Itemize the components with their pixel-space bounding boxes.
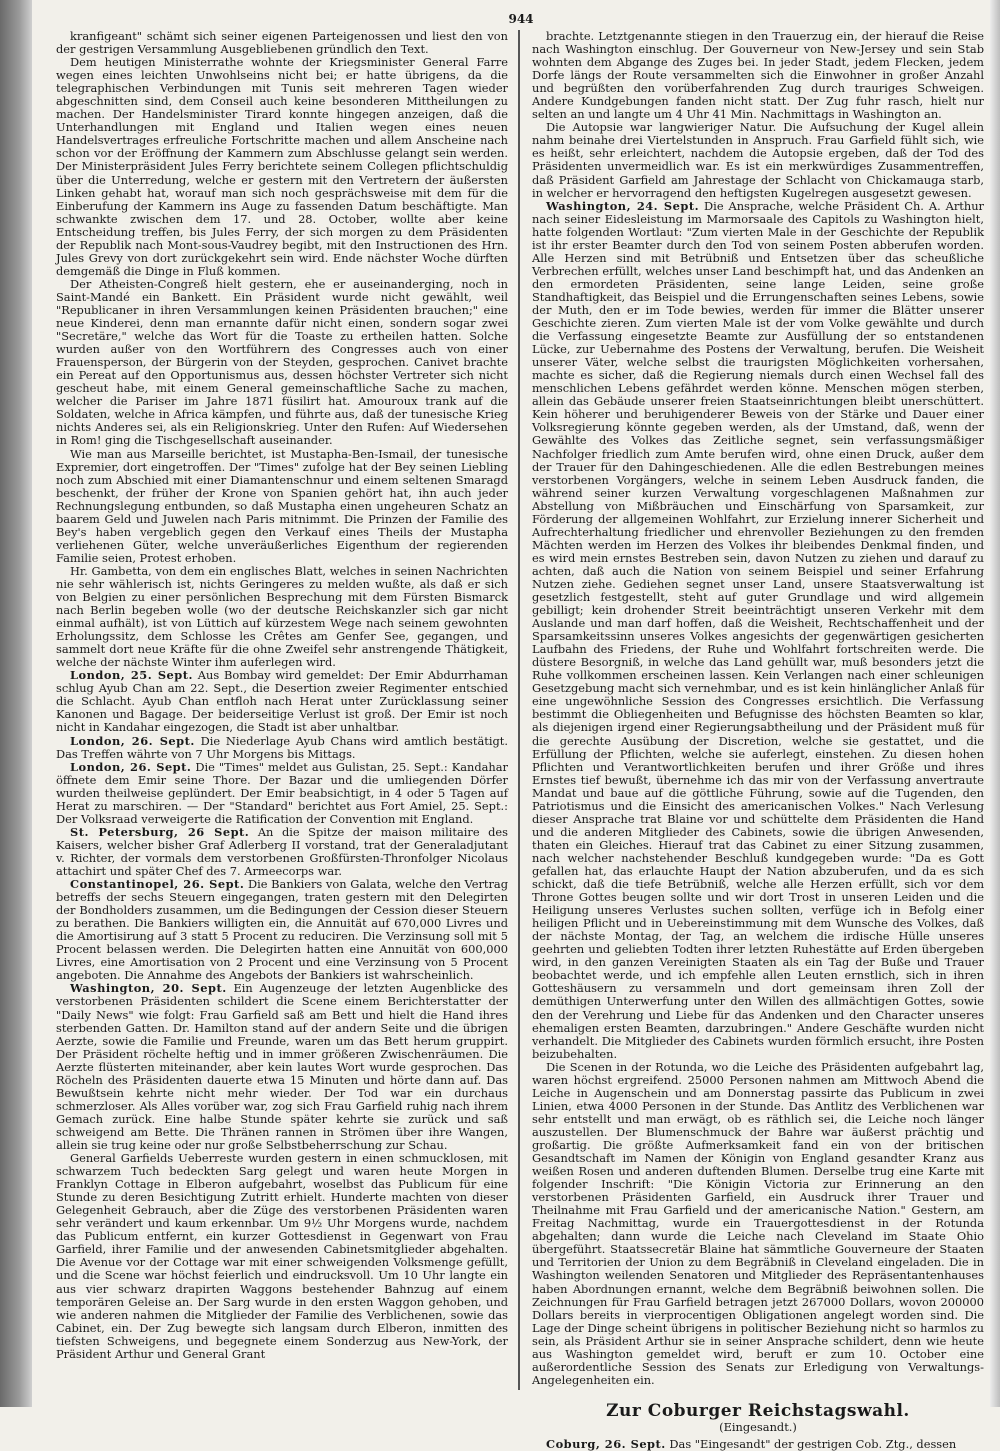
left-column: [56, 30, 508, 1398]
newspaper-page: [56, 12, 986, 1451]
dateline: Washington, 24. Sept.: [546, 198, 700, 213]
scan-shadow-left: [0, 0, 32, 1407]
right-column: [532, 29, 984, 1451]
paragraph-text: Das "Eingesandt" der gestrigen Cob. Ztg., dessen: [669, 1436, 957, 1451]
paragraph-text: Die Autopsie war langwieriger Natur. Die Aufsuchung der Kugel allein nahm beinahe drei Viertelstunden in Anspruch. Frau Garfield fühlt sich, wie es heißt, sehr erleichtert, nachdem die Autopsie ergeben, daß der Tod des Präsidenten unvermeidlich war. Es ist ein merkwürdiges Zusammentreffen, daß Präsident Garfield am Jahrestage der Schlacht von Chickamauga starb, in welcher er hervorragend den heftigsten Kugelregen ausgesetzt gewesen.: [532, 120, 984, 200]
paragraph-text: Ein Augenzeuge der letzten Augenblicke des verstorbenen Präsidenten schildert die Scene einem Berichterstatter der "Daily News" wie folgt: Frau Garfield saß am Bett und hielt die Hand ihres sterbenden Gatten. Dr. Hamilton stand auf der andern Seite und die übrigen Aerzte, sowie die Familie und Freunde, waren um das Bett herum gruppirt. Der Präsident röchelte heftig und in immer größeren Zwischenräumen. Die Aerzte flüsterten miteinander, aber kein lautes Wort wurde gesprochen. Das Röcheln des Präsidenten dauerte etwa 15 Minuten und hörte dann auf. Das Bewußtsein kehrte nicht mehr wieder. Der Tod war ein durchaus schmerzloser. Als Alles vorüber war, zog sich Frau Garfield ruhig nach ihrem Gemach zurück. Eine halbe Stunde später kehrte sie zurück und saß schweigend am Bette. Die Thränen rannen in Strömen über ihre Wangen, allein sie trug keine oder nur große Selbstbeherrschung zur Schau.: [56, 981, 509, 1152]
paragraph-text: brachte. Letztgenannte stiegen in den Trauerzug ein, der hierauf die Reise nach Washington einschlug. Der Gouverneur von New-Jersey und sein Stab wohnten dem Abgange des Zuges bei. In jeder Stadt, jedem Flecken, jedem Dorfe längs der Route versammelten sich die Einwohner in großer Anzahl und begrüßten den vorüberfahrenden Zug durch trauriges Schweigen. Andere Kundgebungen fanden nicht statt. Der Zug fuhr rasch, hielt nur selten an und langte um 4 Uhr 41 Min. Nachmittags in Washington an.: [532, 29, 984, 122]
article-paragraph: [56, 761, 508, 826]
paragraph-text: An die Spitze der maison militaire des Kaisers, welcher bisher Graf Adlerberg II vorstand, trat der Generaladjutant v. Richter, der vormals dem verstorbenen Großfürsten-Thronfolger Nicolaus attachirt und später Chef des 7. Armeecorps war.: [56, 824, 508, 878]
article-paragraph: [56, 1152, 508, 1361]
article-paragraph: [56, 448, 508, 565]
paragraph-text: Die Bankiers von Galata, welche den Vertrag betreffs der sechs Steuern eingegangen, traten gestern mit den Delegirten der Bondholders zusammen, um die Bedingungen der Cession dieser Steuern zu berathen. Die Bankiers willigten ein, die Annuität auf 670,000 Livres und die Amortisirung auf 3 statt 5 Procent zu reduciren. Die Verzinsung soll mit 5 Procent belassen werden. Die Delegirten hatten eine Annuität von 600,000 Livres, eine Amortisation von 2 Procent und eine Verzinsung von 5 Procent angeboten. Die Annahme des Angebots der Bankiers ist wahrscheinlich.: [56, 877, 508, 983]
dateline: London, 26. Sept.: [70, 759, 192, 774]
article-paragraph: [56, 826, 508, 878]
article-paragraph: [532, 1438, 984, 1451]
paragraph-text: Die Niederlage Ayub Chans wird amtlich bestätigt. Das Treffen währte von 7 Uhr Morgens bis Mittags.: [56, 733, 508, 761]
article-paragraph: [56, 56, 508, 278]
article-paragraph: [56, 565, 508, 669]
dateline: Washington, 20. Sept.: [70, 981, 227, 996]
page-number: 944: [508, 12, 534, 26]
article-paragraph: [56, 278, 508, 448]
paragraph-text: kranfigeant" schämt sich seiner eigenen Parteigenossen und liest den von der gestrigen Versammlung Ausgebliebenen gründlich den Text.: [56, 29, 508, 57]
article-paragraph: [56, 878, 508, 982]
section-title: Zur Coburger Reichstagswahl.: [606, 1400, 910, 1421]
section-subtitle: (Eingesandt.): [719, 1419, 797, 1434]
article-paragraph: [56, 30, 508, 56]
paragraph-text: Die Scenen in der Rotunda, wo die Leiche des Präsidenten aufgebahrt lag, waren höchst ergreifend. 25000 Personen nahmen am Mittwoch Abend die Leiche in Augenschein und am Donnerstag passirte das Publicum in zwei Linien, etwa 4000 Personen in der Stunde. Das Antlitz des Verblichenen war sehr entstellt und man erwägt, ob es räthlich sei, die Leiche noch länger auszustellen. Der Blumenschmuck der Bahre war äußerst prächtig und großartig. Die größte Aufmerksamkeit fand ein von der britischen Gesandtschaft im Namen der Königin von England gesandter Kranz aus weißen Rosen und anderen duftenden Blumen. Derselbe trug eine Karte mit folgender Inschrift: "Die Königin Victoria zur Erinnerung an den verstorbenen Präsidenten Garfield, ein Ausdruck ihrer Trauer und Theilnahme mit Frau Garfield und der americanische Nation." Gestern, am Freitag Nachmittag, wurde ein Trauergottesdienst in der Rotunda abgehalten; dann wurde die Leiche nach Cleveland im Staate Ohio übergeführt. Staatssecretär Blaine hat sämmtliche Gouverneure der Staaten und Territorien der Union zu dem Begräbniß in Cleveland eingeladen. Die in Washington weilenden Senatoren und Mitglieder des Repräsentantenhauses haben Abordnungen ernannt, welche dem Begräbniß beiwohnen sollen. Die Zeichnungen für Frau Garfield betragen jetzt 267000 Dollars, wovon 200000 Dollars bereits in vierprocentigen Obligationen angelegt worden sind. Die Lage der Dinge scheint übrigens in politischer Beziehung nicht so harmlos zu sein, als Präsident Arthur sie in seiner Ansprache schildert, denn wie heute aus Washington gemeldet wird, beruft er zum 10. October eine außerordentliche Session des Senats zur Erledigung von Verwaltungs-Angelegenheiten ein.: [532, 1059, 984, 1387]
article-paragraph: [532, 30, 984, 121]
article-paragraph: [532, 121, 984, 199]
article-paragraph: [56, 669, 508, 734]
article-paragraph: [532, 200, 984, 1061]
column-divider: [518, 30, 520, 1390]
scan-shadow-right: [990, 0, 1000, 1407]
paragraph-text: General Garfields Ueberreste wurden gestern in einen schmucklosen, mit schwarzem Tuch bedeckten Sarg gelegt und waren heute Morgen in Franklyn Cottage in Elberon aufgebahrt, woselbst das Publicum für eine Stunde zu deren Besichtigung Zutritt erhielt. Hunderte machten von dieser Gelegenheit Gebrauch, aber die Züge des verstorbenen Präsidenten waren sehr verändert und kaum erkennbar. Um 9½ Uhr Morgens wurde, nachdem das Publicum entfernt, ein kurzer Gottesdienst in Gegenwart von Frau Garfield, ihrer Familie und der anwesenden Cabinetsmitglieder abgehalten. Die Avenue vor der Cottage war mit einer schweigenden Volksmenge gefüllt, und die Scene war höchst feierlich und eindrucksvoll. Um 10 Uhr langte ein aus vier schwarz drapirten Waggons bestehender Bahnzug auf einem temporären Geleise an. Der Sarg wurde in den ersten Waggon gehoben, und wie anderen nahmen die Mitglieder der Familie des Verblichenen, sowie das Cabinet, ein. Der Zug bewegte sich langsam durch Elberon, inmitten des tiefsten Schweigens, und begegnete einem Sonderzug aus New-York, der Präsident Arthur und General Grant: [56, 1151, 508, 1361]
paragraph-text: Die "Times" meldet aus Gulistan, 25. Sept.: Kandahar öffnete dem Emir seine Thore. Der Bazar und die umliegenden Dörfer wurden theilweise geplündert. Der Emir beabsichtigt, in 4 oder 5 Tagen auf Herat zu marschiren. — Der "Standard" berichtet aus Fort Amiel, 25. Sept.: Der Volksraad verweigerte die Ratification der Convention mit England.: [56, 759, 509, 826]
paragraph-text: Aus Bombay wird gemeldet: Der Emir Abdurrhaman schlug Ayub Chan am 22. Sept., die Desertion zweier Regimenter entschied die Schlacht. Ayub Chan entfloh nach Herat unter Zurücklassung seiner Kanonen und Bagage. Der beiderseitige Verlust ist groß. Der Emir ist noch nicht in Kandahar eingezogen, die Stadt ist aber unhaltbar.: [56, 668, 508, 735]
dateline: Constantinopel, 26. Sept.: [70, 877, 245, 892]
paragraph-text: Wie man aus Marseille berichtet, ist Mustapha-Ben-Ismail, der tunesische Expremier, dort eingetroffen. Der "Times" zufolge hat der Bey seinen Liebling noch zum Abschied mit einer Diamantenschnur und einem seltenen Smaragd beschenkt, der früher der Krone von Spanien gehört hat, ihn auch jeder Rechnungslegung entbunden, so daß Mustapha einen ungeheuren Schatz an baarem Geld und Juwelen nach Paris mitnimmt. Die Prinzen der Familie des Bey's haben vergeblich gegen den Verkauf eines Theils der Mustapha verliehenen Güter, welche unveräußerliches Eigenthum der regierenden Familie seien, Protest erhoben.: [56, 446, 508, 565]
paragraph-text: Dem heutigen Ministerrathe wohnte der Kriegsminister General Farre wegen eines leichten Unwohlseins nicht bei; er hatte übrigens, da die telegraphischen Verbindungen mit Tunis seit mehreren Tagen wieder abgeschnitten sind, dem Conseil auch keine besonderen Mittheilungen zu machen. Der Handelsminister Tirard konnte hingegen anzeigen, daß die Unterhandlungen mit England und Italien wegen eines neuen Handelsvertrages erfreuliche Fortschritte machen und allem Anscheine nach schon vor der Eröffnung der Kammern zum Abschlusse gelangt sein werden. Der Ministerpräsident Jules Ferry berichtete seinem Collegen pflichtschuldig über die Unterredung, welche er gestern mit den Vertretern der äußersten Linken gehabt hat, worauf man sich noch gesprächsweise mit dem für die Einberufung der Kammern ins Auge zu fassenden Datum beschäftigte. Man schwankte zwischen dem 17. und 28. October, wollte aber keine Entscheidung treffen, bis Jules Ferry, der sich morgen zu dem Präsidenten der Republik nach Mont-sous-Vaudrey begibt, mit den Instructionen des Hrn. Jules Grevy von dort zurückgekehrt sein wird. Ende nächster Woche dürften demgemäß die Dinge in Fluß kommen.: [56, 55, 508, 278]
dateline: Coburg, 26. Sept.: [546, 1436, 666, 1451]
article-paragraph: [532, 1061, 984, 1387]
article-paragraph: [56, 735, 508, 761]
dateline: London, 26. Sept.: [70, 733, 195, 748]
dateline: London, 25. Sept.: [70, 668, 193, 683]
paragraph-text: Die Ansprache, welche Präsident Ch. A. Arthur nach seiner Eidesleistung im Marmorsaale des Capitols zu Washington hielt, hatte folgenden Wortlaut: "Zum vierten Male in der Geschichte der Republik ist ihr erster Beamter durch den Tod von seinem Posten abberufen worden. Alle Herzen sind mit Betrübniß und Entsetzen über das scheußliche Verbrechen erfüllt, welches unser Land beschimpft hat, und das Andenken an den ermordeten Präsidenten, seine lange Leiden, seine große Standhaftigkeit, das Beispiel und die Errungenschaften seines Lebens, sowie der Muth, den er im Tode bewies, werden für immer die Blätter unserer Geschichte zieren. Zum vierten Male ist der vom Volke gewählte und durch die Verfassung eingesetzte Beamte zur Ausfüllung der so entstandenen Lücke, zur Uebernahme des Postens der Verwaltung, berufen. Die Weisheit unserer Väter, welche selbst die traurigsten Möglichkeiten vorhersahen, machte es sicher, daß die Regierung niemals durch einen Wechsel fall des menschlichen Lebens gefährdet werden könne. Menschen mögen sterben, allein das Gebäude unserer freien Staatseinrichtungen bleibt unerschüttert. Kein höherer und beruhigenderer Beweis von der Stärke und Dauer einer Volksregierung könnte gegeben werden, als der Umstand, daß, wenn der Gewählte des Volkes das Zeitliche segnet, sein verfassungsmäßiger Nachfolger friedlich zum Amte berufen wird, ohne einen Druck, außer dem der Trauer für den Dahingeschiedenen. Alle die edlen Bestrebungen meines verstorbenen Vorgängers, welche in seinem Leben Ausdruck fanden, die während seiner kurzen Verwaltung vorgeschlagenen Maßnahmen zur Abstellung von Mißbräuchen und Einschärfung von Sparsamkeit, zur Förderung der allgemeinen Wohlfahrt, zur Erzielung innerer Sicherheit und Aufrechterhaltung friedlicher und ehrenvoller Beziehungen zu den fremden Mächten werden im Herzen des Volkes ihr bleibendes Denkmal finden, und es wird mein ernstes Bestreben sein, davon Nutzen zu ziehen und darauf zu achten, daß auch die Nation von seinem Beispiel und seiner Erfahrung Nutzen ziehe. Gediehen segnet unser Land, unsere Staatsverwaltung ist gesetzlich festgestellt, steht auf guter Grundlage und wird allgemein gebilligt; kein drohender Streit beeinträchtigt unseren Verkehr mit dem Auslande und man darf hoffen, daß die Weisheit, Rechtschaffenheit und der Sparsamkeitssinn unseres Volkes angesichts der gegenwärtigen gesicherten Laufbahn des Friedens, der Ruhe und Wohlfahrt fortschreiten werde. Die düstere Besorgniß, in welche das Land gehüllt war, muß besonders jetzt die Ruhe vollkommen erscheinen lassen. Kein Verlangen nach einer schleunigen Gesetzgebung macht sich vernehmbar, und es ist kein hinlänglicher Anlaß für eine ungewöhnliche Session des Congresses ersichtlich. Die Verfassung bestimmt die Obliegenheiten und Befugnisse des höchsten Beamten so klar, als diejenigen irgend einer Regierungsabtheilung und der Präsident muß für die gerechte Ausübung der Discretion, welche sie gestattet, und die Erfüllung der Pflichten, welche sie auferlegt, einstehen. Zu diesen hohen Pflichten und Verantwortlichkeiten berufen und ihrer Größe und ihres Ernstes tief bewußt, übernehme ich das mir von der Verfassung anvertraute Mandat und baue auf die göttliche Führung, sowie auf die Tugenden, den Patriotismus und die Einsicht des americanischen Volkes." Nach Verlesung dieser Ansprache trat Blaine vor und schüttelte dem Präsidenten die Hand und die anderen Mitglieder des Cabinets, sowie die übrigen Anwesenden, thaten ein Gleiches. Hierauf trat das Cabinet zu einer Sitzung zusammen, nach welcher nachstehender Beschluß kundgegeben wurde: "Da es Gott gefallen hat, das erlauchte Haupt der Nation abzuberufen, und da es sich schickt, daß die tiefe Betrübniß, welche alle Herzen erfüllt, sich vor dem Throne Gottes beugen sollte und wir dort Trost in unseren Leiden und die Heiligung unseres Verlustes suchen sollten, verfüge ich in Befolg einer heiligen Pflicht und in Uebereinstimmung mit dem Wunsche des Volkes, daß der nächste Montag, der Tag, an welchem die irdische Hülle unseres geehrten und geliebten Todten ihrer letzten Ruhestätte auf Erden übergeben wird, in den ganzen Vereinigten Staaten als ein Tag der Buße und Trauer beobachtet werde, und ich empfehle allen Leuten ernstlich, sich in ihren Gotteshäusern zu versammeln und dort gemeinsam ihren Zoll der demüthigen Unterwerfung unter den Willen des allmächtigen Gottes, sowie den der Verehrung und Liebe für das Andenken und den Character unseres ehemaligen ersten Beamten, darzubringen." Andere Geschäfte wurden nicht verhandelt. Die Mitglieder des Cabinets wurden förmlich ersucht, ihre Posten beizubehalten.: [532, 198, 984, 1061]
article-paragraph: [56, 982, 508, 1152]
paragraph-text: Der Atheisten-Congreß hielt gestern, ehe er auseinanderging, noch in Saint-Mandé ein Bankett. Ein Präsident wurde nicht gewählt, weil "Republicaner in ihren Versammlungen keinen Präsidenten brauchen;" eine neue Kinderei, denn man ernannte dafür nicht einen, sondern sogar zwei "Secretäre," welche das Wort für die Toaste zu ertheilen hatten. Solche wurden außer von den Wortführern des Congresses auch von einer Frauensperson, der Bürgerin von der Steyden, gesprochen. Canivet brachte ein Pereat auf den Opportunismus aus, dessen höchster Vertreter sich nicht gescheut habe, mit einem General gemeinschaftliche Sache zu machen, welcher die Pariser im Jahre 1871 füsilirt hat. Amouroux trank auf die Soldaten, welche in Africa kämpfen, und führte aus, daß der tunesische Krieg nichts Anderes sei, als ein Religionskrieg. Unter den Rufen: Auf Wiedersehen in Rom! ging die Tischgesellschaft auseinander.: [56, 276, 508, 448]
dateline: St. Petersburg, 26 Sept.: [70, 824, 250, 839]
paragraph-text: Hr. Gambetta, von dem ein englisches Blatt, welches in seinen Nachrichten nie sehr wählerisch ist, nichts Geringeres zu melden wußte, als daß er sich von Belgien zu einer persönlichen Besprechung mit dem Fürsten Bismarck nach Berlin begeben wolle (wo der deutsche Reichskanzler sich gar nicht einmal aufhält), ist von Lüttich auf kürzestem Wege nach seinem gewohnten Erholungssitz, dem Schlosse les Crêtes am Genfer See, gegangen, und sammelt dort neue Kräfte für die ohne Zweifel sehr anstrengende Thätigkeit, welche der nächste Winter ihm auferlegen wird.: [56, 563, 508, 670]
